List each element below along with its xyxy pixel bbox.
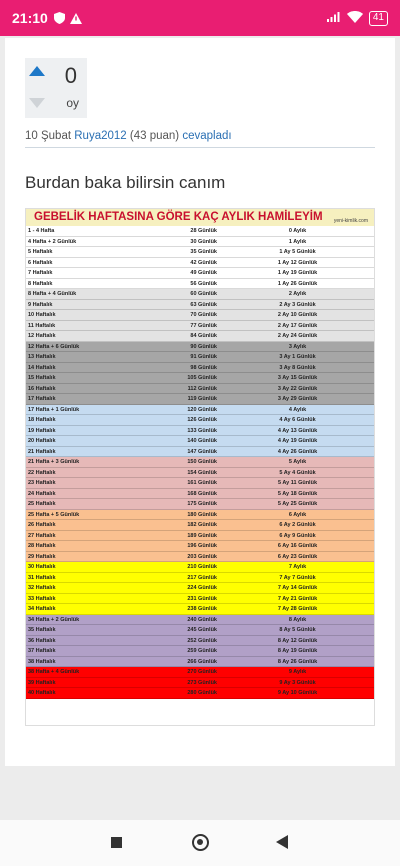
months-cell: 4 Ay 19 Günlük [277,438,318,444]
months-cell: 2 Aylık [288,291,307,297]
days-cell: 270 Günlük [187,669,217,675]
home-button[interactable] [192,834,209,851]
week-cell: 23 Haftalık [28,480,56,486]
shield-icon [54,12,65,24]
week-cell: 6 Haftalık [28,259,53,266]
table-row [26,237,374,248]
table-row [26,615,374,626]
table-row [26,268,374,279]
days-cell: 280 Günlük [187,690,217,696]
days-cell: 60 Günlük [190,291,217,297]
week-cell: 34 Haftalık [28,606,56,612]
week-cell: 33 Haftalık [28,595,56,602]
months-cell: 7 Ay 28 Günlük [277,606,318,612]
warning-icon [70,13,82,24]
days-cell: 63 Günlük [190,301,217,308]
days-cell: 259 Günlük [187,648,217,654]
week-cell: 15 Haftalık [28,375,56,381]
days-cell: 252 Günlük [187,637,217,644]
months-cell: 8 Ay 12 Günlük [277,637,318,644]
vote-up-icon[interactable] [29,66,45,76]
days-cell: 140 Günlük [187,438,217,444]
months-cell: 1 Ay 5 Günlük [279,249,316,255]
months-cell: 3 Ay 1 Günlük [279,354,316,360]
months-cell: 8 Ay 19 Günlük [277,648,318,654]
months-cell: 3 Ay 29 Günlük [277,396,318,402]
table-row [26,331,374,342]
table-row [26,489,374,500]
back-button[interactable] [276,835,288,849]
week-cell: 4 Hafta + 2 Günlük [28,238,77,245]
table-row [26,321,374,332]
pregnancy-table-image [25,208,375,726]
days-cell: 112 Günlük [187,385,217,392]
days-cell: 231 Günlük [187,595,217,602]
week-cell: 21 Haftalık [28,448,56,455]
months-cell: 5 Aylık [288,459,307,465]
months-cell: 8 Ay 26 Günlük [277,658,318,665]
months-cell: 9 Aylık [288,669,307,675]
months-cell: 5 Ay 4 Günlük [279,469,316,476]
months-cell: 4 Ay 13 Günlük [277,427,318,434]
months-cell: 4 Ay 26 Günlük [277,448,318,455]
days-cell: 56 Günlük [190,280,217,287]
android-nav-bar [0,820,400,866]
table-row [26,300,374,311]
table-row [26,499,374,510]
months-cell: 4 Ay 6 Günlük [279,417,316,423]
week-cell: 11 Haftalık [28,322,56,329]
days-cell: 266 Günlük [187,658,217,665]
days-cell: 182 Günlük [187,522,217,528]
week-cell: 35 Haftalık [28,627,56,633]
months-cell: 1 Ay 19 Günlük [277,270,318,276]
months-cell: 5 Ay 18 Günlük [277,490,318,497]
vote-label: oy [66,96,79,110]
days-cell: 168 Günlük [187,490,217,497]
table-row [26,573,374,584]
months-cell: 9 Ay 10 Günlük [277,690,318,696]
week-cell: 13 Haftalık [28,354,56,360]
week-cell: 17 Haftalık [28,396,56,402]
week-cell: 40 Haftalık [28,690,56,696]
answer-card [5,38,395,766]
week-cell: 37 Haftalık [28,648,56,654]
table-row [26,646,374,657]
months-cell: 6 Ay 2 Günlük [279,522,316,528]
months-cell: 7 Aylık [288,564,307,570]
table-row [26,478,374,489]
days-cell: 273 Günlük [187,679,217,686]
table-row [26,678,374,689]
days-cell: 238 Günlük [187,606,217,612]
months-cell: 5 Ay 25 Günlük [277,501,318,507]
table-row [26,510,374,521]
week-cell: 10 Haftalık [28,312,56,318]
vote-box [25,58,87,118]
months-cell: 3 Ay 8 Günlük [279,364,316,371]
status-bar [0,0,400,36]
table-row [26,552,374,563]
table-row [26,636,374,647]
table-row [26,583,374,594]
week-cell: 26 Haftalık [28,522,56,528]
table-row [26,594,374,605]
months-cell: 8 Aylık [288,616,307,623]
table-row [26,688,374,699]
days-cell: 105 Günlük [187,375,217,381]
week-cell: 12 Hafta + 6 Günlük [28,343,80,350]
days-cell: 203 Günlük [187,553,217,560]
days-cell: 84 Günlük [190,333,217,339]
table-row [26,468,374,479]
months-cell: 2 Ay 24 Günlük [277,333,318,339]
week-cell: 38 Haftalık [28,658,56,665]
months-cell: 3 Ay 22 Günlük [277,385,318,392]
week-cell: 27 Haftalık [28,532,56,539]
table-row [26,310,374,321]
status-time: 21:10 [12,10,48,26]
week-cell: 38 Hafta + 4 Günlük [28,669,80,675]
days-cell: 133 Günlük [187,427,217,434]
week-cell: 9 Haftalık [28,301,53,308]
months-cell: 0 Aylık [288,228,307,234]
vote-down-icon[interactable] [29,98,45,108]
table-row [26,657,374,668]
table-row [26,279,374,290]
table-row [26,394,374,405]
days-cell: 180 Günlük [187,511,217,518]
days-cell: 28 Günlük [190,228,217,234]
days-cell: 42 Günlük [190,259,217,266]
table-row [26,520,374,531]
week-cell: 14 Haftalık [28,364,56,371]
user-link[interactable]: Ruya2012 [74,130,127,142]
days-cell: 126 Günlük [187,417,217,423]
table-row [26,352,374,363]
week-cell: 20 Haftalık [28,438,56,444]
months-cell: 1 Ay 26 Günlük [277,280,318,287]
days-cell: 98 Günlük [190,364,217,371]
months-cell: 5 Ay 11 Günlük [277,480,318,486]
table-row [26,405,374,416]
table-row [26,562,374,573]
days-cell: 161 Günlük [187,480,217,486]
table-title [26,209,374,226]
week-cell: 16 Haftalık [28,385,56,392]
answered-link[interactable]: cevapladı [182,130,232,142]
months-cell: 6 Ay 16 Günlük [277,543,318,549]
week-cell: 22 Haftalık [28,469,56,476]
months-cell: 7 Ay 14 Günlük [277,585,318,591]
week-cell: 19 Haftalık [28,427,56,434]
days-cell: 77 Günlük [190,322,217,329]
table-row [26,415,374,426]
week-cell: 1 - 4 Hafta [28,228,55,234]
divider [25,147,375,148]
week-cell: 17 Hafta + 1 Günlük [28,406,80,413]
week-cell: 12 Haftalık [28,333,56,339]
week-cell: 39 Haftalık [28,679,56,686]
days-cell: 217 Günlük [187,574,217,581]
months-cell: 6 Ay 9 Günlük [279,532,316,539]
months-cell: 8 Ay 5 Günlük [279,627,316,633]
week-cell: 18 Haftalık [28,417,56,423]
days-cell: 245 Günlük [187,627,217,633]
table-row [26,226,374,237]
days-cell: 189 Günlük [187,532,217,539]
week-cell: 25 Haftalık [28,501,56,507]
table-row [26,426,374,437]
months-cell: 2 Ay 10 Günlük [277,312,318,318]
table-row [26,258,374,269]
user-points: (43 puan) [129,130,180,142]
months-cell: 1 Ay 12 Günlük [277,259,318,266]
table-row [26,247,374,258]
table-row [26,531,374,542]
week-cell: 28 Haftalık [28,543,56,549]
week-cell: 32 Haftalık [28,585,56,591]
table-row [26,604,374,615]
recent-apps-button[interactable] [111,837,122,848]
week-cell: 25 Hafta + 5 Günlük [28,511,80,518]
answer-meta [25,130,232,142]
months-cell: 3 Aylık [288,343,307,350]
table-row [26,667,374,678]
week-cell: 31 Haftalık [28,574,56,581]
days-cell: 70 Günlük [190,312,217,318]
week-cell: 8 Haftalık [28,280,53,287]
days-cell: 119 Günlük [187,396,217,402]
table-title-text: GEBELİK HAFTASINA GÖRE KAÇ AYLIK HAMİLEYİM [34,211,323,223]
days-cell: 196 Günlük [187,543,217,549]
months-cell: 4 Aylık [288,406,307,413]
week-cell: 24 Haftalık [28,490,56,497]
wifi-icon [347,11,363,26]
table-row [26,541,374,552]
week-cell: 5 Haftalık [28,249,53,255]
table-row [26,373,374,384]
table-row [26,447,374,458]
week-cell: 29 Haftalık [28,553,56,560]
days-cell: 35 Günlük [190,249,217,255]
week-cell: 36 Haftalık [28,637,56,644]
table-body [26,226,374,699]
signal-icon [327,11,341,25]
months-cell: 7 Ay 7 Günlük [279,574,316,581]
week-cell: 30 Haftalık [28,564,56,570]
answer-text: Burdan baka bilirsin canım [25,173,226,192]
table-row [26,436,374,447]
table-row [26,289,374,300]
months-cell: 1 Aylık [288,238,307,245]
days-cell: 147 Günlük [187,448,217,455]
days-cell: 210 Günlük [187,564,217,570]
months-cell: 6 Aylık [288,511,307,518]
week-cell: 34 Hafta + 2 Günlük [28,616,80,623]
table-site-label: yeni-kimlik.com [333,218,368,224]
days-cell: 30 Günlük [190,238,217,245]
months-cell: 7 Ay 21 Günlük [277,595,318,602]
days-cell: 154 Günlük [187,469,217,476]
days-cell: 224 Günlük [187,585,217,591]
table-row [26,363,374,374]
table-row [26,625,374,636]
days-cell: 91 Günlük [190,354,217,360]
months-cell: 2 Ay 17 Günlük [277,322,318,329]
table-row [26,384,374,395]
days-cell: 49 Günlük [190,270,217,276]
vote-count: 0 [64,63,77,88]
days-cell: 240 Günlük [187,616,217,623]
months-cell: 2 Ay 3 Günlük [279,301,316,308]
days-cell: 120 Günlük [187,406,217,413]
months-cell: 9 Ay 3 Günlük [279,679,316,686]
table-row [26,342,374,353]
week-cell: 7 Haftalık [28,270,53,276]
week-cell: 21 Hafta + 3 Günlük [28,459,80,465]
days-cell: 90 Günlük [190,343,217,350]
table-row [26,457,374,468]
battery-icon: 41 [369,11,388,26]
answer-date: 10 Şubat [25,130,72,142]
months-cell: 3 Ay 15 Günlük [277,375,318,381]
week-cell: 8 Hafta + 4 Günlük [28,291,77,297]
months-cell: 6 Ay 23 Günlük [277,553,318,560]
days-cell: 150 Günlük [187,459,217,465]
days-cell: 175 Günlük [187,501,217,507]
